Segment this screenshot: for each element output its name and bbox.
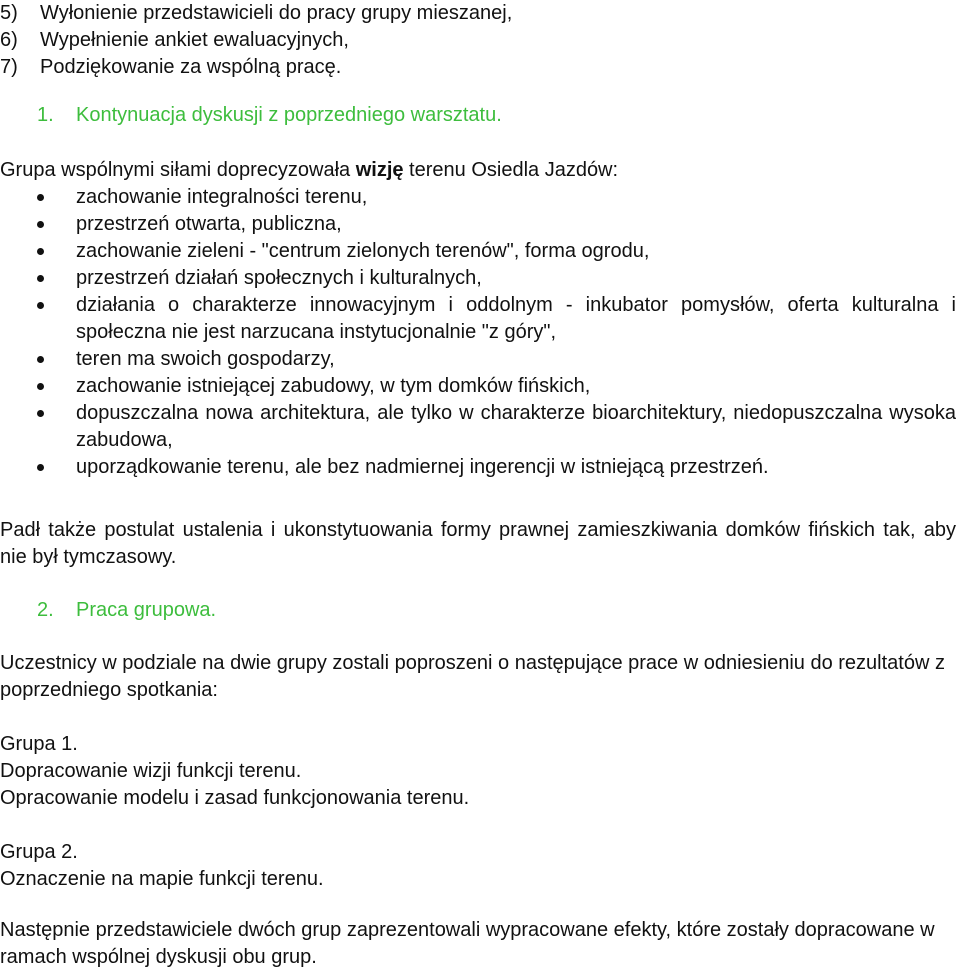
section-number: 1. bbox=[37, 104, 54, 126]
agenda-item bbox=[0, 0, 640, 27]
group-1-task: Opracowanie modelu i zasad funkcjonowania terenu. bbox=[0, 787, 470, 809]
bullet-item: dopuszczalna nowa architektura, ale tylko w charakterze bioarchitektury, niedopuszczalna wysoka zabudowa, bbox=[0, 400, 956, 454]
bullet-icon bbox=[37, 248, 44, 255]
section-title: Kontynuacja dyskusji z poprzedniego warsztatu. bbox=[76, 104, 502, 126]
postulate-paragraph: Padł także postulat ustalenia i ukonstytuowania formy prawnej zamieszkiwania domków fińskich tak, aby nie był tymczasowy. bbox=[0, 519, 956, 568]
section-title: Praca grupowa. bbox=[76, 599, 217, 621]
bullet-item: zachowanie zieleni - "centrum zielonych terenów", forma ogrodu, bbox=[0, 238, 956, 265]
intro-text-end: terenu Osiedla Jazdów: bbox=[403, 159, 619, 181]
group-2-task: Oznaczenie na mapie funkcji terenu. bbox=[0, 868, 324, 890]
agenda-item-text: Wyłonienie przedstawicieli do pracy grupy mieszanej, bbox=[40, 2, 513, 24]
bullet-item: przestrzeń otwarta, publiczna, bbox=[0, 211, 956, 238]
section-heading-2 bbox=[37, 597, 216, 624]
agenda-item-number: 6) bbox=[0, 29, 18, 51]
closing-paragraph: Następnie przedstawiciele dwóch grup zaprezentowali wypracowane efekty, które zostały dopracowane w ramach wspólnej dyskusji obu grup. bbox=[0, 919, 935, 968]
bullet-icon bbox=[37, 275, 44, 282]
bullet-icon bbox=[37, 221, 44, 228]
bullet-icon bbox=[37, 383, 44, 390]
intro-text: Grupa wspólnymi siłami doprecyzowała bbox=[0, 159, 356, 181]
intro-bold-word: wizję bbox=[355, 159, 404, 181]
group-2-block bbox=[0, 839, 956, 893]
bullet-item: teren ma swoich gospodarzy, bbox=[0, 346, 956, 373]
bullet-item: zachowanie istniejącej zabudowy, w tym domków fińskich, bbox=[0, 373, 956, 400]
agenda-item-text: Podziękowanie za wspólną pracę. bbox=[40, 56, 342, 78]
participants-paragraph: Uczestnicy w podziale na dwie grupy zostali poproszeni o następujące prace w odniesieniu do rezultatów z poprzedniego spotkania: bbox=[0, 652, 945, 701]
section-heading-1 bbox=[37, 102, 502, 129]
vision-bullet-list bbox=[0, 184, 956, 481]
agenda-list bbox=[0, 0, 640, 81]
bullet-icon bbox=[37, 302, 44, 309]
group-1-block bbox=[0, 731, 956, 812]
bullet-icon bbox=[37, 410, 44, 417]
group-1-task: Dopracowanie wizji funkcji terenu. bbox=[0, 760, 302, 782]
group-1-title: Grupa 1. bbox=[0, 733, 78, 755]
agenda-item bbox=[0, 27, 640, 54]
agenda-item-number: 7) bbox=[0, 56, 18, 78]
bullet-item: działania o charakterze innowacyjnym i oddolnym - inkubator pomysłów, oferta kulturalna i społeczna nie jest narzucana instytucjonalnie "z góry", bbox=[0, 292, 956, 346]
agenda-item bbox=[0, 54, 640, 81]
bullet-item: uporządkowanie terenu, ale bez nadmiernej ingerencji w istniejącą przestrzeń. bbox=[0, 454, 956, 481]
agenda-item-number: 5) bbox=[0, 2, 18, 24]
bullet-item: zachowanie integralności terenu, bbox=[0, 184, 956, 211]
agenda-item-text: Wypełnienie ankiet ewaluacyjnych, bbox=[40, 29, 349, 51]
vision-intro bbox=[0, 157, 956, 184]
group-2-title: Grupa 2. bbox=[0, 841, 78, 863]
bullet-item: przestrzeń działań społecznych i kulturalnych, bbox=[0, 265, 956, 292]
section-number: 2. bbox=[37, 599, 54, 621]
bullet-icon bbox=[37, 464, 44, 471]
bullet-icon bbox=[37, 194, 44, 201]
bullet-icon bbox=[37, 356, 44, 363]
